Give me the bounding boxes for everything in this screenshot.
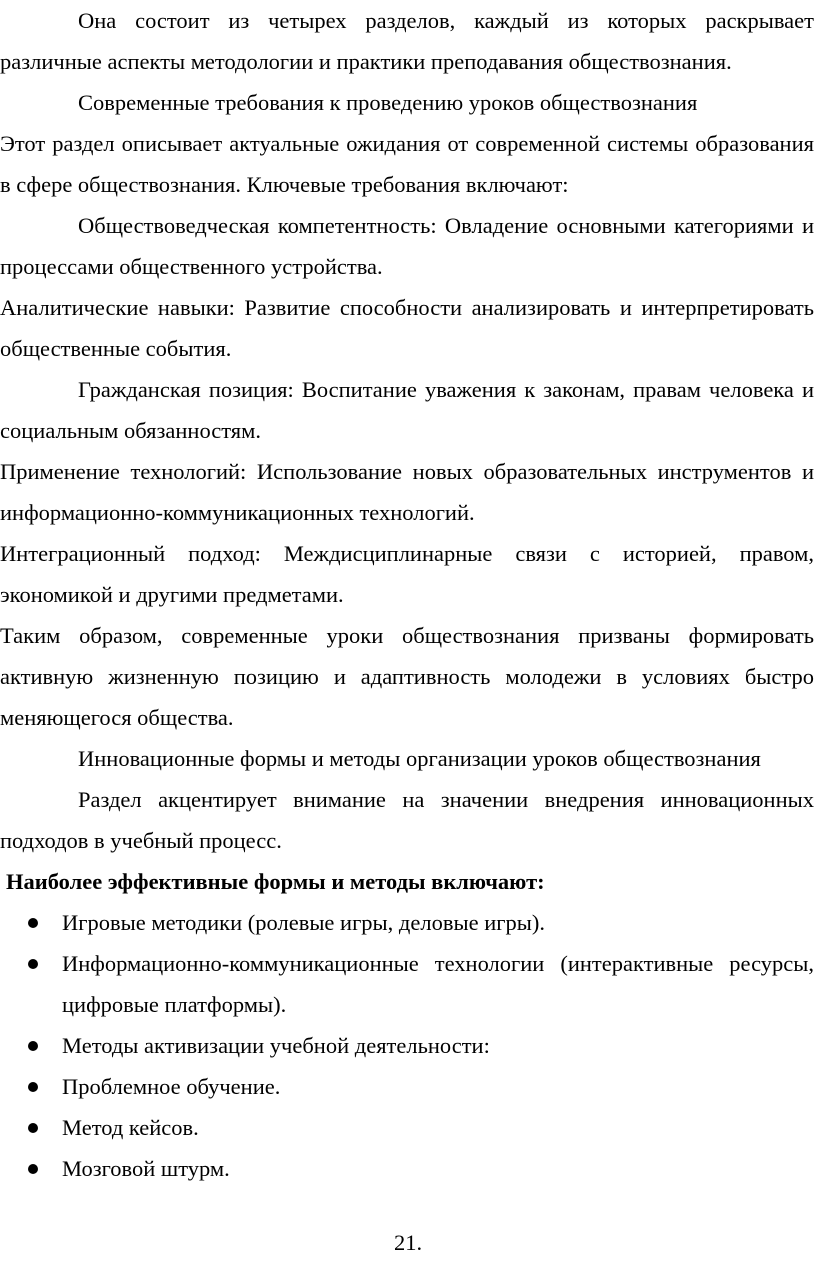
list-item-text: Игровые методики (ролевые игры, деловые игры). <box>62 910 545 935</box>
bullet-icon <box>28 1041 38 1051</box>
list-item-text: Методы активизации учебной деятельности: <box>62 1033 490 1058</box>
paragraph-innovations-intro: Раздел акцентирует внимание на значении внедрения инновационных подходов в учебный процесс. <box>0 787 814 853</box>
bullet-icon <box>28 1164 38 1174</box>
section-heading-innovations: Инновационные формы и методы организации уроков обществознания <box>78 746 761 771</box>
list-item-text: Информационно-коммуникационные технологии (интерактивные ресурсы, цифровые платформы). <box>62 951 814 1017</box>
paragraph-intro: Она состоит из четырех разделов, каждый из которых раскрывает различные аспекты методологии и практики преподавания обществознания. <box>0 8 814 74</box>
paragraph-competence: Обществоведческая компетентность: Овладение основными категориями и процессами общественного устройства. <box>0 213 814 279</box>
paragraph-requirements-intro: Этот раздел описывает актуальные ожидания от современной системы образования в сфере обществознания. Ключевые требования включают: <box>0 131 814 197</box>
bullet-icon <box>28 959 38 969</box>
list-item-text: Метод кейсов. <box>62 1115 199 1140</box>
list-item <box>0 1066 816 1107</box>
bullet-icon <box>28 1123 38 1133</box>
list-item <box>0 1107 816 1148</box>
paragraph-civic-position: Гражданская позиция: Воспитание уважения к законам, правам человека и социальным обязанностям. <box>0 377 814 443</box>
paragraph-integration: Интеграционный подход: Междисциплинарные связи с историей, правом, экономикой и другими предметами. <box>0 541 814 607</box>
list-item <box>0 1148 816 1189</box>
bold-heading-methods: Наиболее эффективные формы и методы включают: <box>6 869 545 894</box>
list-item-text: Проблемное обучение. <box>62 1074 281 1099</box>
list-item <box>0 902 816 943</box>
bullet-icon <box>28 918 38 928</box>
page-number: 21. <box>393 1230 423 1255</box>
list-item <box>0 943 816 1025</box>
paragraph-conclusion: Таким образом, современные уроки обществознания призваны формировать активную жизненную позицию и адаптивность молодежи в условиях быстро меняющегося общества. <box>0 623 814 730</box>
list-item-text: Мозговой штурм. <box>62 1156 230 1181</box>
paragraph-technologies: Применение технологий: Использование новых образовательных инструментов и информационно-коммуникационных технологий. <box>0 459 814 525</box>
methods-list <box>0 902 816 1189</box>
section-heading-requirements: Современные требования к проведению уроков обществознания <box>78 90 698 115</box>
paragraph-analytic-skills: Аналитические навыки: Развитие способности анализировать и интерпретировать общественные события. <box>0 295 814 361</box>
bullet-icon <box>28 1082 38 1092</box>
list-item <box>0 1025 816 1066</box>
